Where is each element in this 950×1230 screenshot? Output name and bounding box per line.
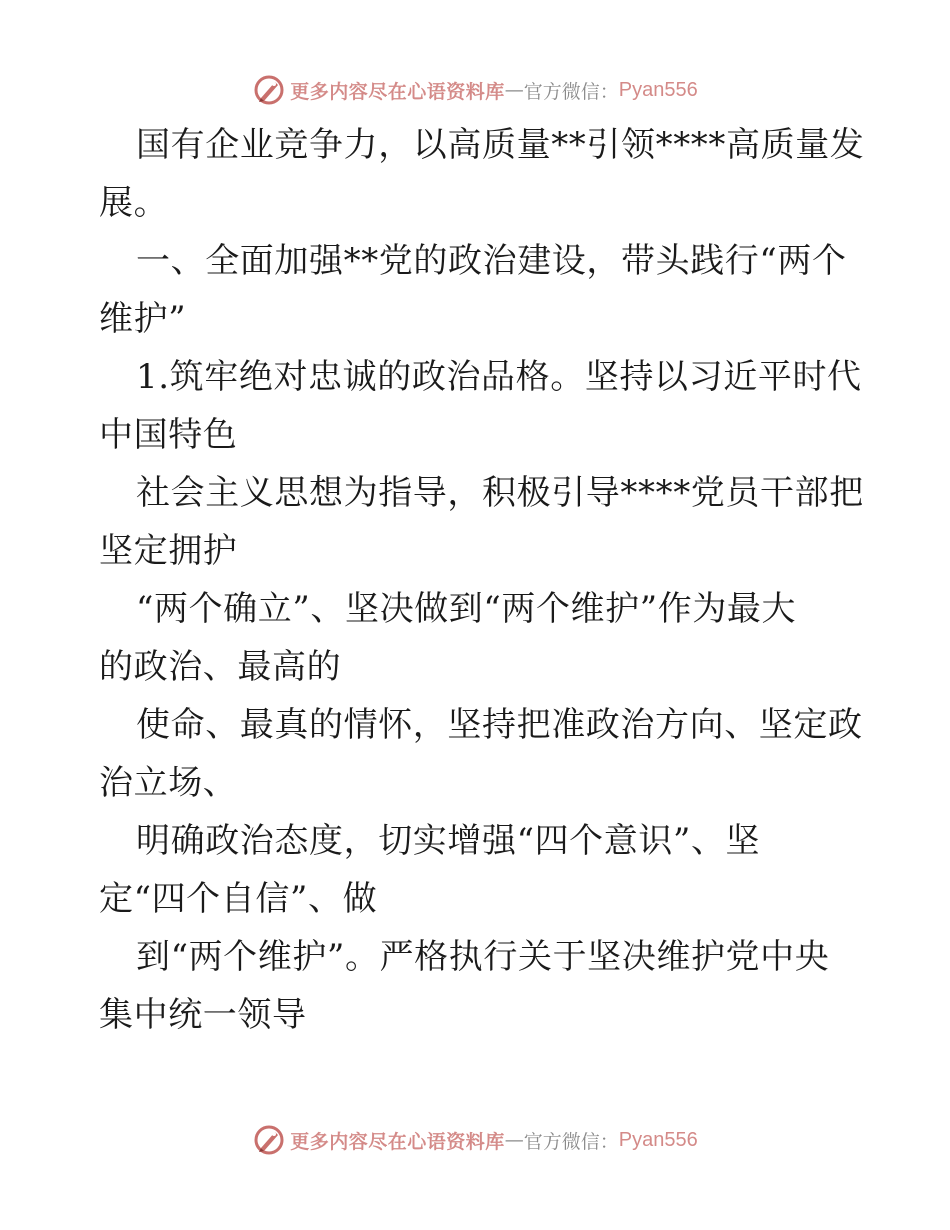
body-line: 明确政治态度，切实增强“四个意识”、坚: [136, 821, 761, 861]
watermark-separator: —: [504, 79, 524, 101]
body-line: 定“四个自信”、做: [99, 879, 378, 919]
body-line: 社会主义思想为指导，积极引导****党员干部把: [136, 473, 864, 513]
pen-logo-icon: [252, 1123, 286, 1157]
body-line: 中国特色: [99, 415, 238, 455]
body-line: 维护”: [99, 299, 187, 339]
body-line: 1.筑牢绝对忠诚的政治品格。坚持以习近平时代: [136, 357, 862, 397]
body-line: 治立场、: [99, 763, 238, 803]
watermark-wechat-id: Pyan556: [618, 78, 698, 101]
watermark-site-text: 更多内容尽在心语资料库: [290, 80, 505, 103]
pen-logo-icon: [252, 73, 286, 107]
body-line: 一、全面加强**党的政治建设，带头践行“两个: [136, 241, 847, 281]
watermark-site-text: 更多内容尽在心语资料库: [290, 1130, 505, 1153]
watermark-separator: —: [504, 1129, 524, 1151]
body-line: 展。: [99, 183, 169, 223]
watermark-wechat-label: 官方微信：: [523, 1130, 619, 1153]
body-line: 到“两个维护”。严格执行关于坚决维护党中央: [136, 937, 830, 977]
header-watermark: [0, 70, 950, 110]
body-line: 使命、最真的情怀，坚持把准政治方向、坚定政: [136, 705, 863, 745]
watermark-wechat-id: Pyan556: [618, 1128, 698, 1151]
body-line: 集中统一领导: [99, 995, 307, 1035]
body-line: “两个确立”、坚决做到“两个维护”作为最大: [136, 589, 797, 629]
watermark-wechat-label: 官方微信：: [523, 80, 619, 103]
body-line: 的政治、最高的: [99, 647, 342, 687]
footer-watermark: [0, 1120, 950, 1160]
body-line: 国有企业竞争力，以高质量**引领****高质量发: [136, 125, 865, 165]
body-line: 坚定拥护: [99, 531, 238, 571]
